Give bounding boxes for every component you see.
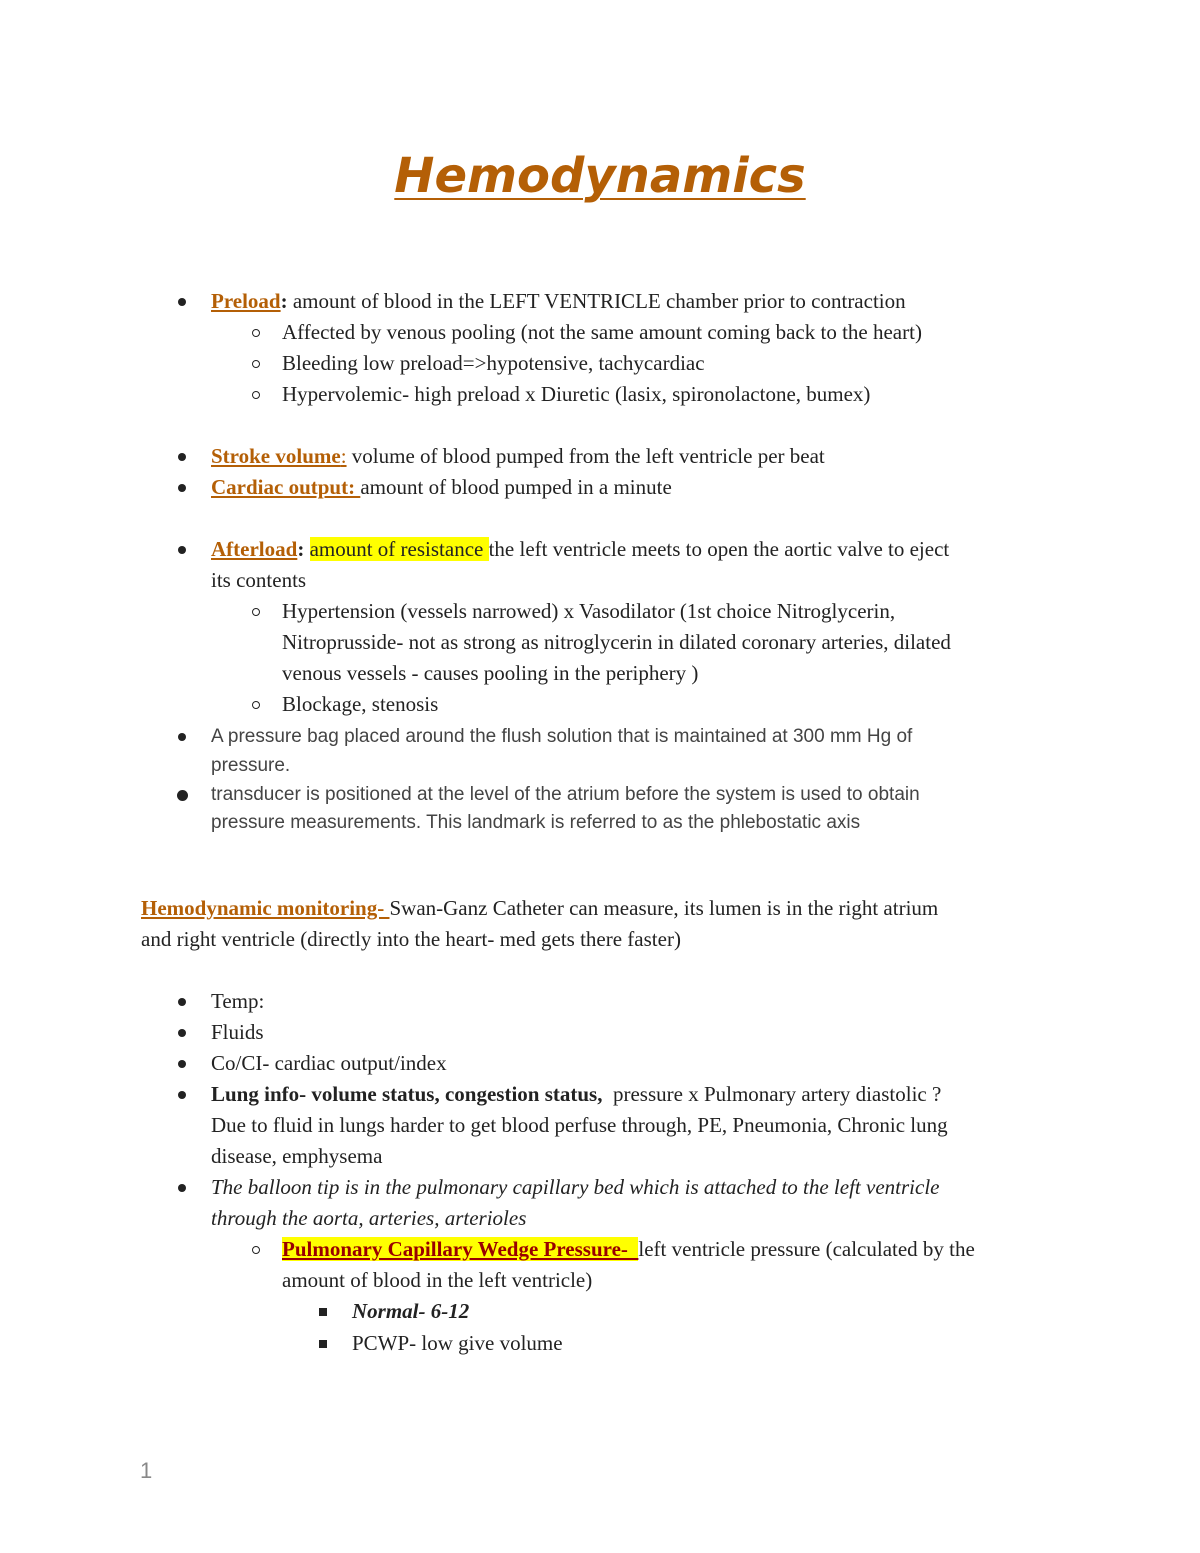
preload-sub-3: Hypervolemic- high preload x Diuretic (lasix, spironolactone, bumex) <box>282 382 871 406</box>
preload-sub-2: Bleeding low preload=>hypotensive, tachycardiac <box>282 351 705 375</box>
stroke-volume-term: Stroke volume <box>211 444 341 468</box>
page-title: Hemodynamics <box>394 148 806 204</box>
preload-sub-1: Affected by venous pooling (not the same amount coming back to the heart) <box>282 320 922 344</box>
stroke-volume-item: Stroke volume: volume of blood pumped from the left ventricle per beat <box>211 444 825 468</box>
list-balloon-1: The balloon tip is in the pulmonary capillary bed which is attached to the left ventricle <box>211 1175 940 1199</box>
page-number: 1 <box>140 1458 153 1483</box>
preload-text: amount of blood in the LEFT VENTRICLE chamber prior to contraction <box>287 289 906 313</box>
bullet-icon <box>178 298 186 306</box>
list-balloon-2: through the aorta, arteries, arterioles <box>211 1206 527 1230</box>
list-fluids: Fluids <box>211 1020 264 1044</box>
list-coci: Co/CI- cardiac output/index <box>211 1051 447 1075</box>
pcwp-line-2: amount of blood in the left ventricle) <box>282 1268 593 1292</box>
sub-bullet-icon <box>252 360 260 368</box>
pressure-bag-line-2: pressure. <box>211 755 291 776</box>
list-temp: Temp: <box>211 989 265 1013</box>
afterload-line-2: its contents <box>211 568 307 592</box>
afterload-sub-1a: Hypertension (vessels narrowed) x Vasodilator (1st choice Nitroglycerin, <box>282 599 896 623</box>
sub-bullet-icon <box>252 391 260 399</box>
afterload-sub-1c: venous vessels - causes pooling in the periphery ) <box>282 661 699 685</box>
transducer-line-2: pressure measurements. This landmark is referred to as the phlebostatic axis <box>211 812 861 833</box>
afterload-highlight: amount of resistance <box>309 537 489 561</box>
afterload-sub-1b: Nitroprusside- not as strong as nitroglycerin in dilated coronary arteries, dilated <box>282 630 951 654</box>
transducer-line-1: transducer is positioned at the level of the atrium before the system is used to obtain <box>211 784 920 805</box>
cardiac-output-term: Cardiac output: <box>211 475 361 499</box>
sub-bullet-icon <box>252 329 260 337</box>
bullet-icon <box>178 1091 186 1099</box>
monitoring-paragraph: Hemodynamic monitoring- Swan-Ganz Catheter can measure, its lumen is in the right atrium <box>141 896 939 920</box>
monitoring-line-2: and right ventricle (directly into the heart- med gets there faster) <box>141 927 681 951</box>
bullet-icon <box>178 484 186 492</box>
monitoring-term: Hemodynamic monitoring- <box>141 896 390 920</box>
pcwp-term: Pulmonary Capillary Wedge Pressure- <box>282 1237 639 1261</box>
square-bullet-icon <box>319 1340 327 1348</box>
preload-term: Preload <box>211 289 281 313</box>
bullet-icon <box>178 998 186 1006</box>
pcwp-normal: Normal- 6-12 <box>352 1299 470 1323</box>
bullet-icon <box>178 1029 186 1037</box>
bullet-icon <box>178 546 186 554</box>
bullet-icon <box>177 790 188 801</box>
sub-bullet-icon <box>252 1246 260 1254</box>
sub-bullet-icon <box>252 608 260 616</box>
pcwp-low: PCWP- low give volume <box>352 1331 563 1355</box>
list-lung: Lung info- volume status, congestion status, pressure x Pulmonary artery diastolic ? <box>211 1082 942 1106</box>
list-lung-2: Due to fluid in lungs harder to get blood perfuse through, PE, Pneumonia, Chronic lung <box>211 1113 948 1137</box>
bullet-icon <box>178 733 186 741</box>
preload-item: Preload: amount of blood in the LEFT VENTRICLE chamber prior to contraction <box>211 289 906 313</box>
pcwp-item: Pulmonary Capillary Wedge Pressure- left ventricle pressure (calculated by the <box>282 1237 975 1261</box>
afterload-item: Afterload: amount of resistance the left ventricle meets to open the aortic valve to eject <box>211 537 950 561</box>
bullet-icon <box>178 1060 186 1068</box>
bullet-icon <box>178 453 186 461</box>
afterload-term: Afterload <box>211 537 298 561</box>
bullet-icon <box>178 1184 186 1192</box>
afterload-sub-2: Blockage, stenosis <box>282 692 439 716</box>
list-lung-3: disease, emphysema <box>211 1144 383 1168</box>
cardiac-output-item: Cardiac output: amount of blood pumped in a minute <box>211 475 672 499</box>
pressure-bag-line-1: A pressure bag placed around the flush solution that is maintained at 300 mm Hg of <box>211 726 913 747</box>
square-bullet-icon <box>319 1308 327 1316</box>
sub-bullet-icon <box>252 701 260 709</box>
